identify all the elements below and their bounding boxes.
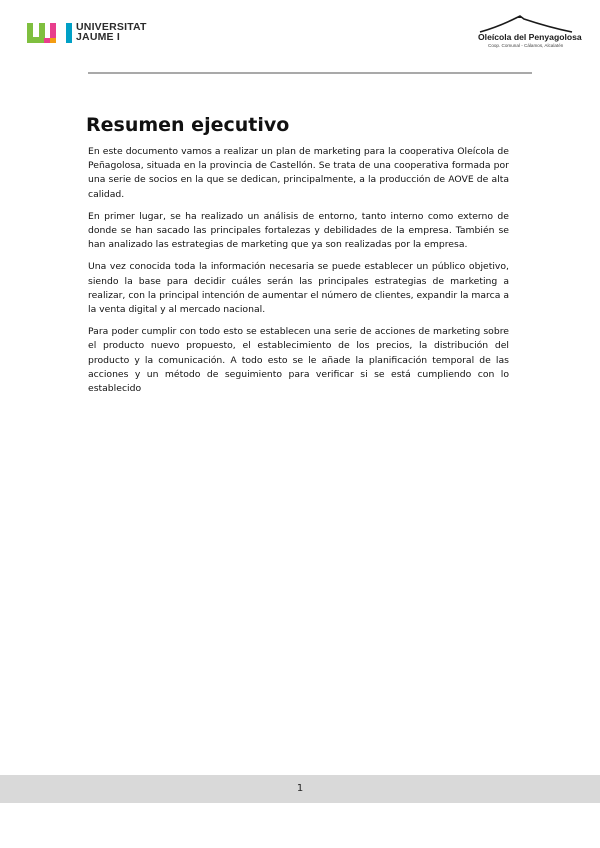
uji-wordmark-line1: UNIVERSITAT [76,21,147,33]
cooperative-subtitle: Coop. Comunal - Cálamos, Alcalatén [488,43,564,48]
uji-wordmark-line2: JAUME I [76,31,120,43]
paragraph: Para poder cumplir con todo esto se establecen una serie de acciones de marketing sobre el producto nuevo propuesto, el establecimiento de los precios, la distribución del producto y la comunicación. A todo esto se le añade la planificación temporal de las acciones y un método de seguimiento para verificar si se está cumpliendo con lo establecido [88,326,509,395]
paragraph: Una vez conocida toda la información necesaria se puede establecer un público objetivo, siendo la base para decidir cuáles serán las principales estrategias de marketing a realizar, con la principal intención de aumentar el número de clientes, expandir la marca a la venta digital y al mercado nacional. [88,261,509,316]
document-body [88,145,509,404]
paragraph: En este documento vamos a realizar un plan de marketing para la cooperativa Oleícola de Peñagolosa, situada en la provincia de Castellón. Se trata de una cooperativa formada por una serie de socios en la que se dedican, principalmente, a la producción de AOVE de alta calidad. [88,146,509,200]
header-divider [88,72,532,74]
paragraph: En primer lugar, se ha realizado un análisis de entorno, tanto interno como externo de donde se han sacado las principales fortalezas y debilidades de la empresa. También se han analizado las estrategias de marketing que ya son realizadas por la empresa. [88,210,509,251]
cooperative-name: Oleícola del Penyagolosa [478,32,582,42]
page-number: 1 [296,783,304,794]
uji-wordmark [76,22,147,42]
section-title: Resumen ejecutivo [86,114,290,136]
